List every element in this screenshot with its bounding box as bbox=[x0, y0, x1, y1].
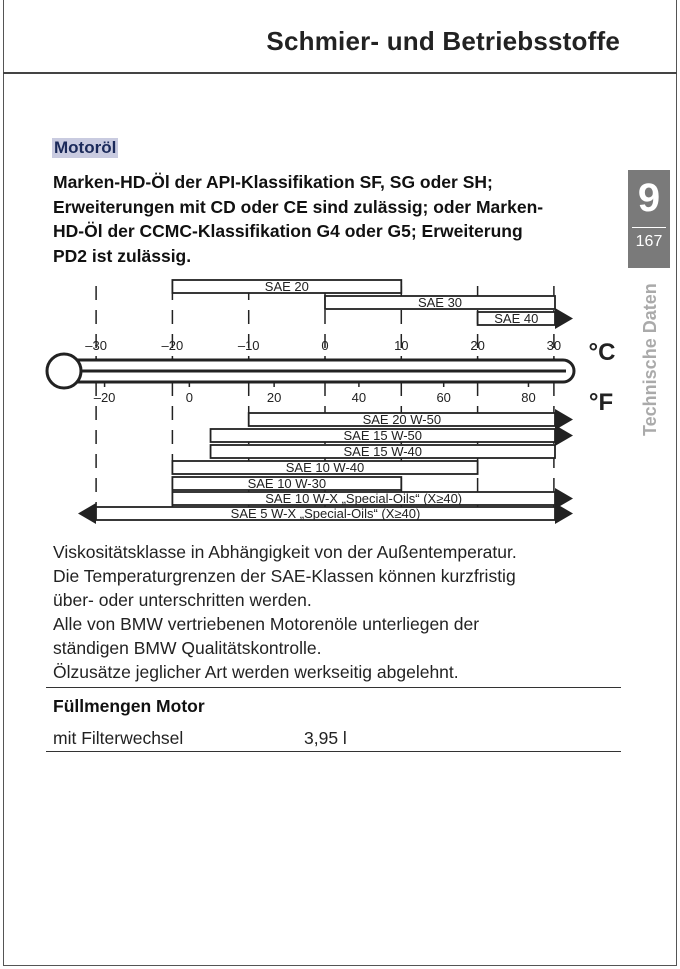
celsius-tick-label: –20 bbox=[161, 338, 184, 353]
bar-label: SAE 20 W-50 bbox=[362, 412, 442, 427]
fahrenheit-tick-label: –20 bbox=[93, 390, 116, 405]
chapter-divider bbox=[632, 227, 666, 228]
arrow-right bbox=[555, 425, 573, 446]
divider-rule bbox=[46, 751, 621, 752]
intro-line: Erweiterungen mit CD oder CE sind zulässig; oder Marken- bbox=[53, 196, 544, 217]
fill-value: 3,95 l bbox=[304, 728, 347, 748]
fahrenheit-tick-label: 80 bbox=[521, 390, 536, 405]
bar-label: SAE 40 bbox=[494, 311, 539, 326]
bar-label: SAE 15 W-50 bbox=[343, 428, 423, 443]
celsius-unit-label: °C bbox=[588, 339, 616, 366]
fahrenheit-tick-label: 60 bbox=[436, 390, 451, 405]
intro-paragraph bbox=[53, 170, 615, 268]
page-title: Schmier- und Betriebsstoffe bbox=[266, 26, 620, 56]
bar-label: SAE 15 W-40 bbox=[343, 444, 423, 459]
fill-heading: Füllmengen Motor bbox=[53, 696, 205, 716]
chapter-number: 9 bbox=[637, 176, 661, 220]
fahrenheit-tick-label: 20 bbox=[266, 390, 282, 405]
arrow-left bbox=[78, 503, 96, 524]
header-rule bbox=[3, 72, 677, 74]
intro-line: PD2 ist zulässig. bbox=[53, 245, 192, 266]
body-line: Ölzusätze jeglicher Art werden werkseitig abgelehnt. bbox=[53, 662, 459, 682]
bar-label: SAE 30 bbox=[417, 295, 463, 310]
page-number: 167 bbox=[635, 233, 663, 250]
intro-line: HD-Öl der CCMC-Klassifikation G4 oder G5; Erweiterung bbox=[53, 221, 523, 241]
celsius-tick-label: 30 bbox=[546, 338, 562, 353]
bar-label: SAE 10 W-X „Special-Oils“ (X≥40) bbox=[265, 491, 463, 506]
viscosity-chart bbox=[0, 270, 680, 530]
fahrenheit-tick-label: 40 bbox=[351, 390, 367, 405]
celsius-tick-label: –10 bbox=[237, 338, 260, 353]
divider-rule bbox=[46, 687, 621, 688]
celsius-tick-label: 10 bbox=[394, 338, 409, 353]
body-line: Alle von BMW vertriebenen Motorenöle unterliegen der bbox=[53, 614, 480, 634]
intro-line: Marken-HD-Öl der API-Klassifikation SF, SG oder SH; bbox=[53, 172, 493, 192]
body-line: Die Temperaturgrenzen der SAE-Klassen können kurzfristig bbox=[53, 566, 516, 586]
body-text bbox=[53, 540, 623, 684]
arrow-right bbox=[555, 308, 573, 329]
arrow-right bbox=[555, 503, 573, 524]
fahrenheit-tick-label: 0 bbox=[185, 390, 193, 405]
body-line: über- oder unterschritten werden. bbox=[53, 590, 312, 610]
bar-label: SAE 5 W-X „Special-Oils“ (X≥40) bbox=[230, 506, 421, 521]
bar-label: SAE 20 bbox=[264, 279, 309, 294]
bar-label: SAE 10 W-30 bbox=[247, 476, 327, 491]
celsius-tick-label: –30 bbox=[85, 338, 107, 353]
section-heading: Motoröl bbox=[54, 138, 117, 157]
body-line: ständigen BMW Qualitätskontrolle. bbox=[53, 638, 322, 658]
thermometer-bulb bbox=[47, 354, 81, 388]
fill-label: mit Filterwechsel bbox=[53, 728, 184, 748]
fahrenheit-unit-label: °F bbox=[588, 389, 614, 416]
celsius-tick-label: 0 bbox=[321, 338, 329, 353]
bar-label: SAE 10 W-40 bbox=[285, 460, 365, 475]
celsius-tick-label: 20 bbox=[470, 338, 485, 353]
side-section-label: Technische Daten bbox=[640, 283, 660, 436]
body-line: Viskositätsklasse in Abhängigkeit von der Außentemperatur. bbox=[53, 542, 517, 562]
